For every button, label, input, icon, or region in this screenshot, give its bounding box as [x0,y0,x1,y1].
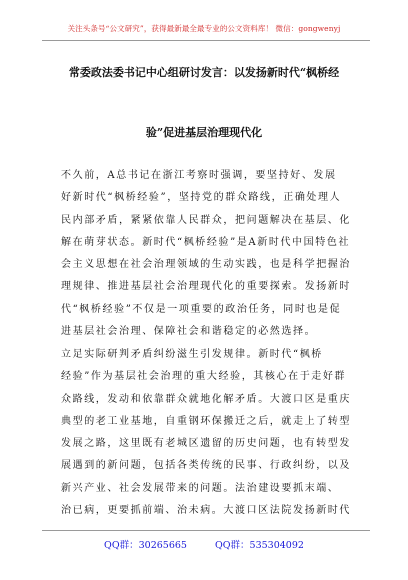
paragraph-2-line-7: 新兴产业、社会发展带来的问题。法治建设要抓末端、 [61,482,340,494]
footer-qq-group-2: QQ群：535304092 [214,540,304,551]
paragraph-2-line-2: 经验”作为基层社会治理的重大经验，其核心在于走好群 [61,371,347,383]
paragraph-1-line-3: 民内部矛盾，紧紧依靠人民群众，把问题解决在基层、化 [61,214,351,226]
paragraph-1-line-1: 不久前，A总书记在浙江考察时强调，要坚持好、发展 [61,170,337,181]
paragraph-2-line-6: 展遇到的新问题，包括各类传统的民事、行政纠纷，以及 [61,460,351,472]
paragraph-1-line-7: 代“枫桥经验”不仅是一项重要的政治任务，同时也是促 [61,303,342,315]
footer-contacts [0,537,408,551]
paragraph-2-line-1: 立足实际研判矛盾纠纷滋生引发规律。新时代“枫桥 [61,349,323,360]
paragraph-2-line-4: 典型的老工业基地，自重钢环保搬迁之后，就走上了转型 [61,415,351,427]
paragraph-2-line-8: 治已病，更要抓前端、治未病。大渡口区法院发扬新时代 [61,505,351,517]
document-title-line-2: 验”促进基层治理现代化 [145,126,263,139]
paragraph-1-line-5: 会主义思想在社会治理领域的生动实践，也是科学把握治 [61,259,351,271]
header-divider [42,40,370,41]
paragraph-2 [61,344,351,522]
paragraph-1-line-8: 进基层社会治理、保障社会和谐稳定的必然选择。 [61,326,317,338]
footer-qq-group-1: QQ群：30265665 [104,540,187,551]
document-title-line-1: 常委政法委书记中心组研讨发言：以发扬新时代“枫桥经 [68,66,340,79]
paragraph-2-line-5: 发展之路，这里既有老城区遗留的历史问题，也有转型发 [61,438,351,450]
paragraph-1-line-4: 解在萌芽状态。新时代“枫桥经验”是A新时代中国特色社 [61,236,351,248]
footer-divider [42,530,370,531]
paragraph-1 [61,165,351,343]
paragraph-1-line-2: 好新时代“枫桥经验”，坚持党的群众路线，正确处理人 [61,192,342,204]
paragraph-1-line-6: 理规律、推进基层社会治理现代化的重要探索。发扬新时 [61,281,351,293]
header-promo: 关注头条号“公文研究”，获得最新最全最专业的公文资料库！ 微信：gongwenyj [67,24,341,33]
paragraph-2-line-3: 众路线，发动和依靠群众就地化解矛盾。大渡口区是重庆 [61,393,351,405]
